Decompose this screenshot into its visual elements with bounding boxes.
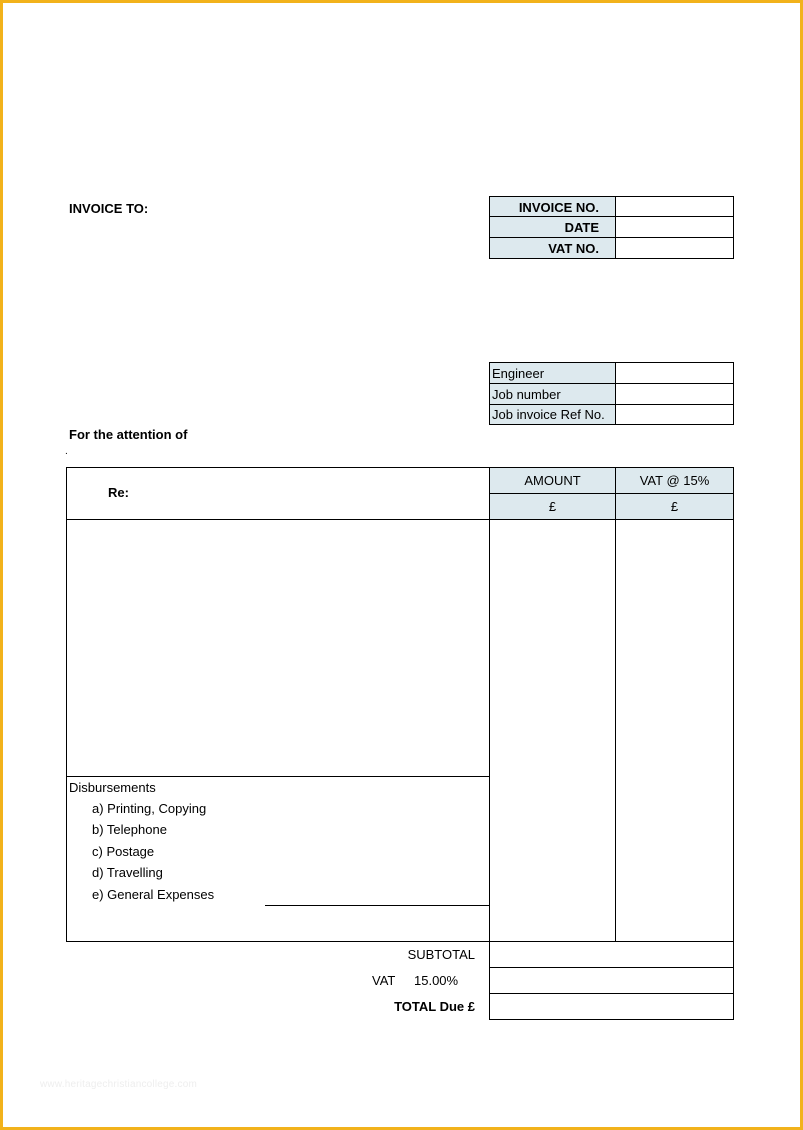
date-field[interactable] [615, 216, 734, 238]
job-number-label: Job number [489, 383, 616, 405]
disbursements-title: Disbursements [69, 780, 156, 795]
vat-label: VAT [372, 973, 396, 988]
re-label: Re: [108, 485, 129, 500]
invoice-to-label: INVOICE TO: [69, 201, 149, 216]
disbursement-item: a) Printing, Copying [92, 801, 207, 816]
vat-no-field[interactable] [615, 237, 734, 259]
header-subdivider [489, 493, 734, 494]
disbursements-divider [66, 776, 490, 777]
vat-column-divider [615, 467, 616, 942]
job-number-field[interactable] [615, 383, 734, 405]
vat-rate: 15.00% [414, 973, 459, 988]
disbursement-item: c) Postage [92, 844, 155, 859]
total-due-field[interactable] [489, 993, 734, 1020]
subtotal-field[interactable] [489, 941, 734, 968]
attention-dot: . [65, 446, 68, 457]
engineer-label: Engineer [489, 362, 616, 384]
invoice-no-field[interactable] [615, 196, 734, 217]
amount-header: AMOUNT [524, 473, 581, 488]
vat-no-label: VAT NO. [489, 237, 616, 259]
total-due-label: TOTAL Due £ [394, 999, 475, 1014]
invoice-no-label: INVOICE NO. [489, 196, 616, 217]
amount-currency: £ [548, 499, 557, 514]
subtotal-label: SUBTOTAL [407, 947, 475, 962]
amount-column-divider [489, 467, 490, 942]
attention-label: For the attention of [69, 427, 188, 442]
vat-amount-field[interactable] [489, 967, 734, 994]
disbursements-underline [265, 905, 490, 906]
vat-currency: £ [670, 499, 679, 514]
date-label: DATE [489, 216, 616, 238]
watermark: www.heritagechristiancollege.com [40, 1079, 198, 1090]
disbursement-item: e) General Expenses [92, 887, 215, 902]
disbursement-item: b) Telephone [92, 822, 167, 837]
engineer-field[interactable] [615, 362, 734, 384]
job-ref-field[interactable] [615, 404, 734, 425]
description-area[interactable] [67, 520, 489, 776]
disbursement-item: d) Travelling [92, 865, 163, 880]
job-ref-label: Job invoice Ref No. [489, 404, 616, 425]
vat-header: VAT @ 15% [639, 473, 710, 488]
